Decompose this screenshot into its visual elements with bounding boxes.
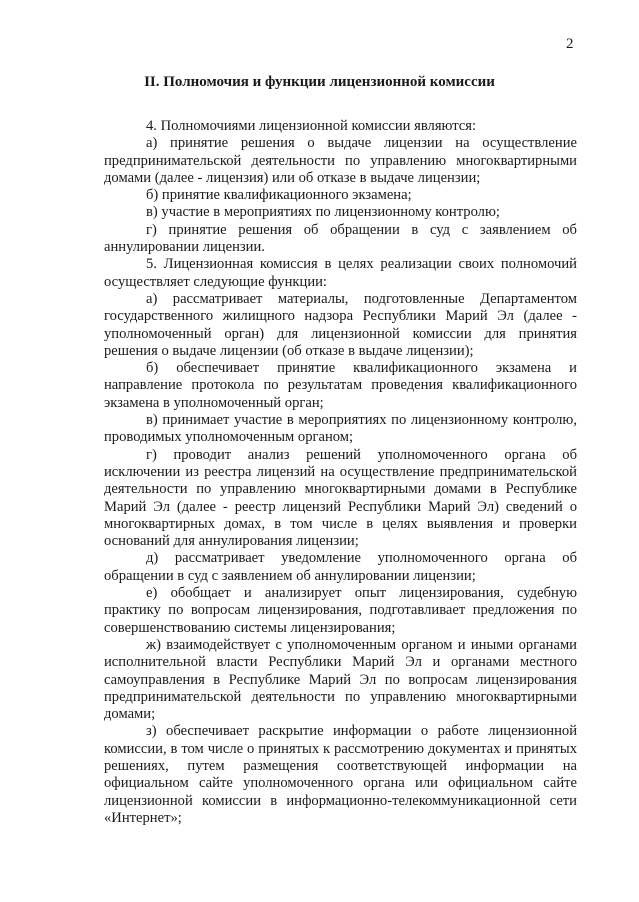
paragraph: г) принятие решения об обращении в суд с заявлением об аннулировании лицензии. bbox=[104, 221, 577, 256]
paragraph: в) принимает участие в мероприятиях по лицензионному контролю, проводимых уполномоченным органом; bbox=[104, 412, 577, 446]
paragraph: е) обобщает и анализирует опыт лицензирования, судебную практику по вопросам лицензирования, подготавливает предложения по совершенствованию системы лицензирования; bbox=[104, 585, 577, 636]
paragraph: ж) взаимодействует с уполномоченным органом и иными органами исполнительной власти Республики Марий Эл и органами местного самоуправления в Республике Марий Эл по вопросам лицензирования предпринимательской деятельности по управлению многоквартирными домами; bbox=[104, 636, 577, 723]
paragraph: 5. Лицензионная комиссия в целях реализации своих полномочий осуществляет следующие функции: bbox=[104, 256, 577, 290]
paragraph: д) рассматривает уведомление уполномоченного органа об обращении в суд с заявлением об аннулировании лицензии; bbox=[104, 550, 577, 584]
paragraph: б) обеспечивает принятие квалификационного экзамена и направление протокола по результатам проведения квалификационного экзамена в уполномоченный орган; bbox=[104, 360, 577, 411]
paragraph: а) рассматривает материалы, подготовленные Департаментом государственного жилищного надзора Республики Марий Эл (далее - уполномоченный орган) для лицензионной комиссии для принятия решения о выдаче лицензии (об отказе в выдаче лицензии); bbox=[104, 290, 577, 359]
section-title: II. Полномочия и функции лицензионной комиссии bbox=[144, 74, 495, 90]
paragraph: в) участие в мероприятиях по лицензионному контролю; bbox=[146, 204, 500, 221]
paragraph: г) проводит анализ решений уполномоченного органа об исключении из реестра лицензий на осуществление предпринимательской деятельности по управлению многоквартирными домами в Республике Марий Эл (далее - реестр лицензий Республики Марий Эл) сведений о многоквартирных домах, в том числе в целях выявления и проверки оснований для аннулирования лицензии; bbox=[104, 446, 577, 550]
paragraph: б) принятие квалификационного экзамена; bbox=[146, 187, 412, 204]
document-body bbox=[104, 118, 577, 827]
page-number: 2 bbox=[566, 36, 574, 52]
paragraph: 4. Полномочиями лицензионной комиссии являются: bbox=[146, 118, 477, 134]
paragraph: а) принятие решения о выдаче лицензии на осуществление предпринимательской деятельности по управлению многоквартирными домами (далее - лицензия) или об отказе в выдаче лицензии; bbox=[104, 135, 577, 186]
paragraph: з) обеспечивает раскрытие информации о работе лицензионной комиссии, в том числе о принятых к рассмотрению документах и принятых решениях, путем размещения соответствующей информации на официальном сайте уполномоченного органа или официальном сайте лицензионной комиссии в информационно-телекоммуникационной сети «Интернет»; bbox=[104, 723, 577, 826]
